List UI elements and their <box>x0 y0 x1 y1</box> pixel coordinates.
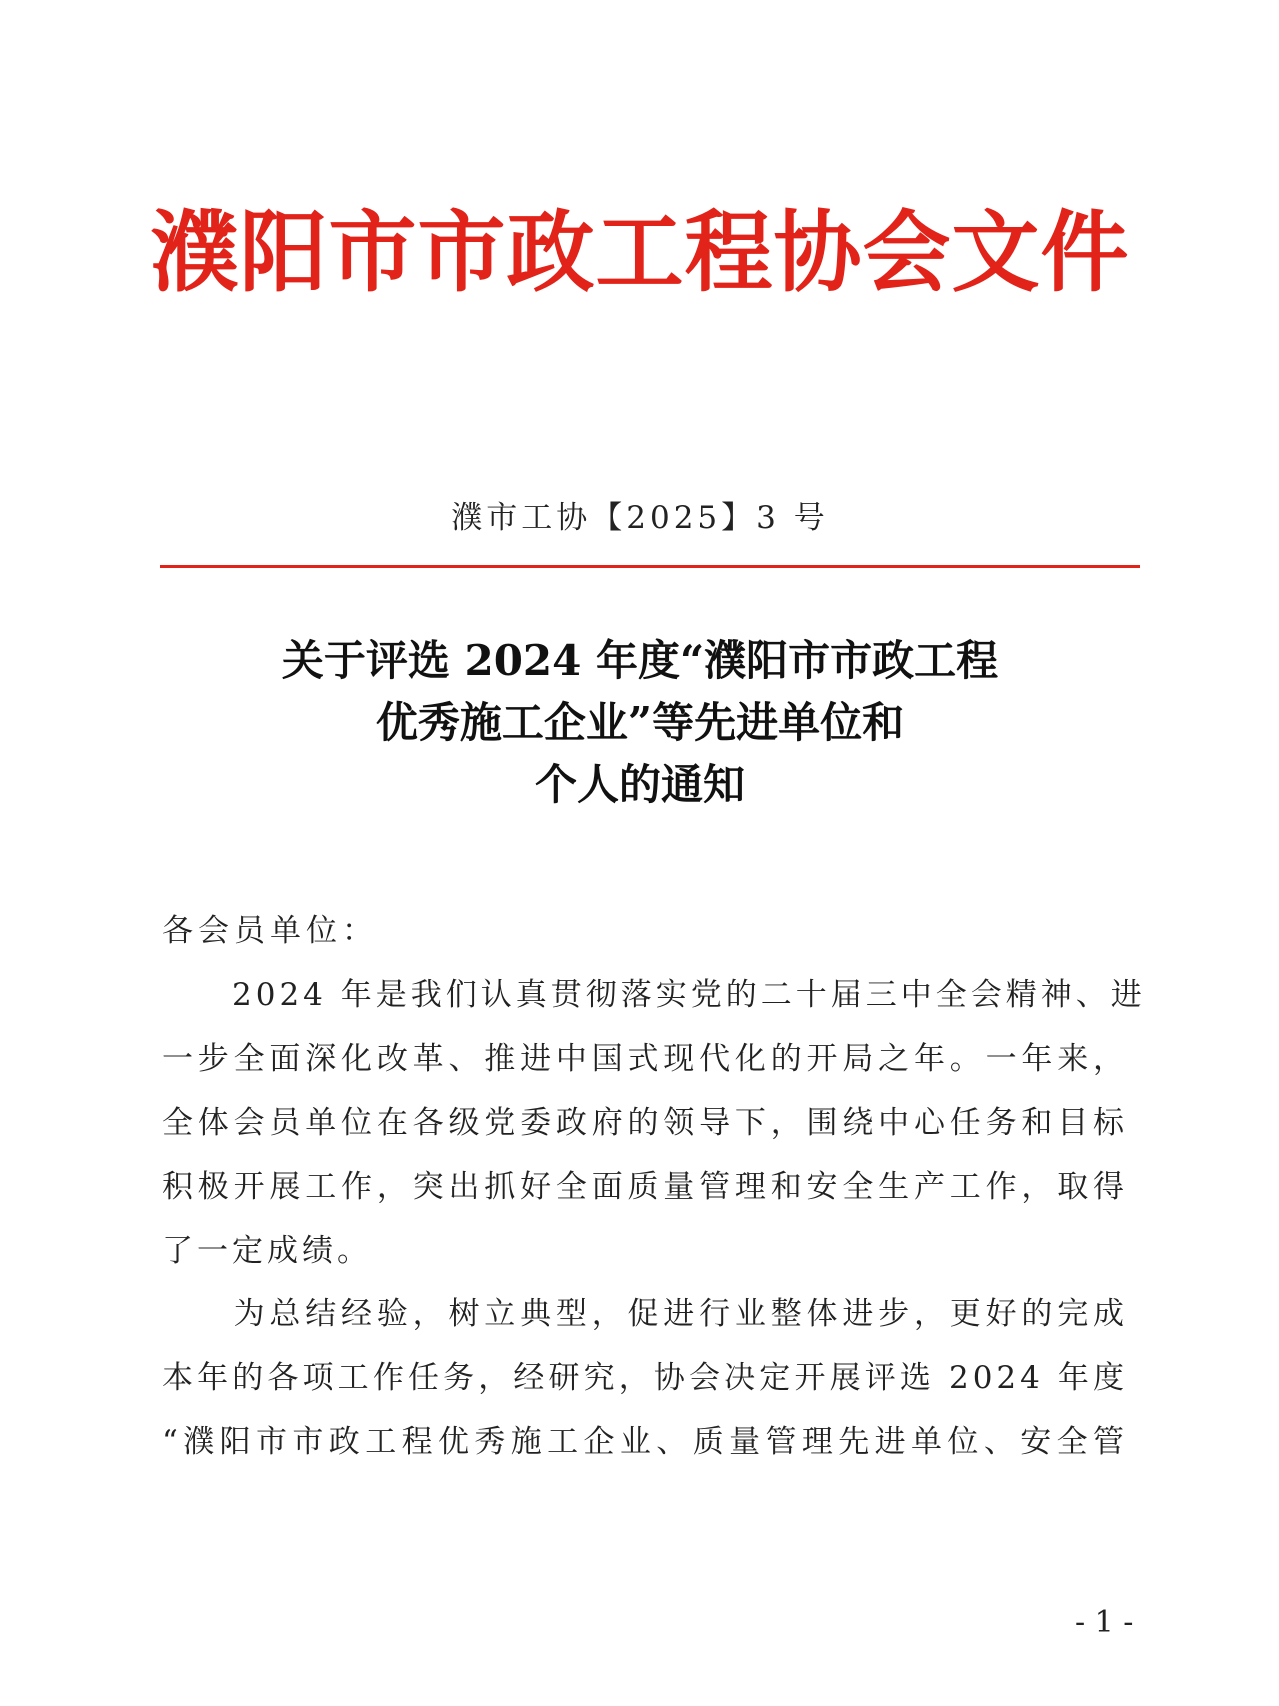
document-number: 濮市工协【2025】3 号 <box>451 500 829 536</box>
body-line: 了一定成绩。 <box>162 1233 372 1269</box>
red-separator-line <box>160 565 1140 568</box>
title-line: 个人的通知 <box>534 760 745 809</box>
issuing-organization-header: 濮阳市市政工程协会文件 <box>150 201 1130 304</box>
body-line: 2024 年是我们认真贯彻落实党的二十届三中全会精神、进 <box>162 977 1146 1013</box>
body-paragraph-1 <box>162 963 1146 1283</box>
title-line: 优秀施工企业”等先进单位和 <box>375 698 905 747</box>
body-line: 一步全面深化改革、推进中国式现代化的开局之年。一年来， <box>162 1041 1128 1077</box>
title-line: 关于评选 2024 年度“濮阳市市政工程 <box>281 636 999 685</box>
body-line: 积极开展工作，突出抓好全面质量管理和安全生产工作，取得 <box>162 1169 1128 1205</box>
page-number: - 1 - <box>1075 1605 1134 1640</box>
salutation: 各会员单位： <box>162 913 378 949</box>
body-line: 全体会员单位在各级党委政府的领导下，围绕中心任务和目标 <box>162 1105 1128 1141</box>
body-line: “濮阳市市政工程优秀施工企业、质量管理先进单位、安全管 <box>162 1424 1128 1460</box>
body-line: 本年的各项工作任务，经研究，协会决定开展评选 2024 年度 <box>162 1360 1128 1396</box>
body-paragraph-2 <box>162 1282 1128 1474</box>
notice-title <box>160 630 1120 816</box>
body-line: 为总结经验，树立典型，促进行业整体进步，更好的完成 <box>162 1296 1128 1332</box>
